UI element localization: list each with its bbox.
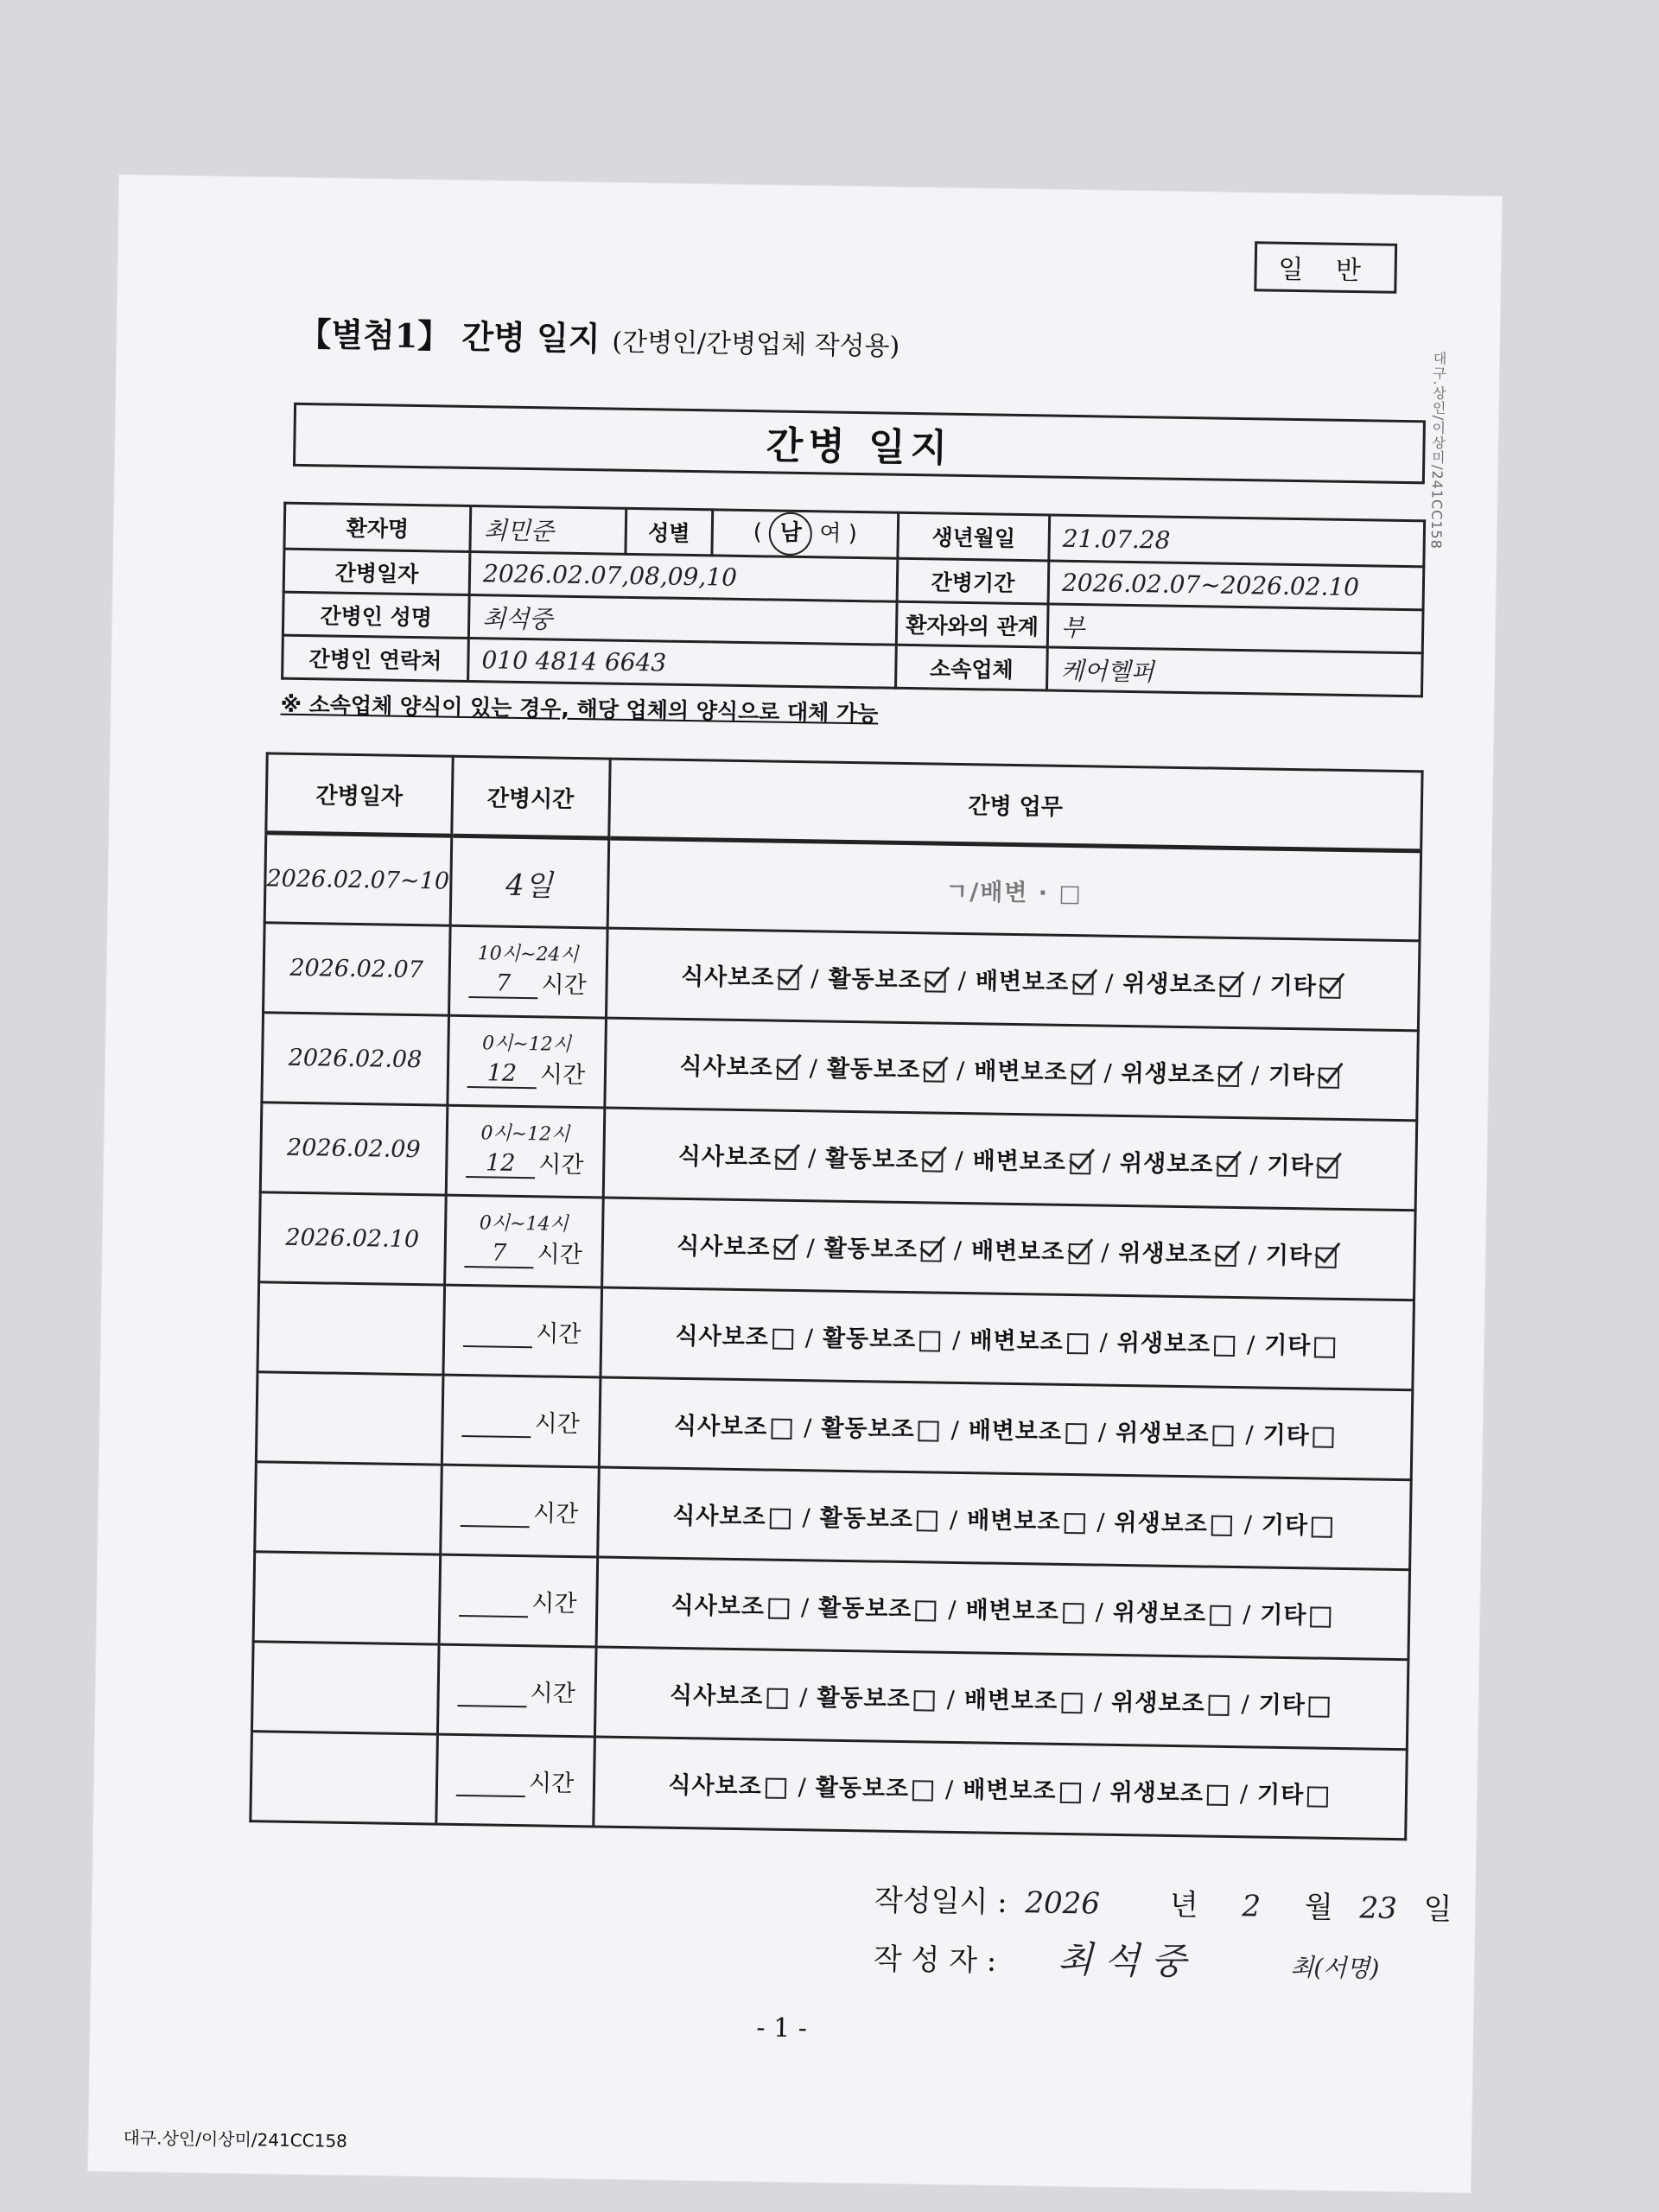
duty-checkbox[interactable] <box>775 1148 796 1169</box>
log-duties <box>597 1467 1411 1570</box>
duty-label: 위생보조 <box>1118 1239 1212 1268</box>
duty-separator: / <box>804 1325 815 1352</box>
log-hours <box>435 1734 594 1827</box>
hour-unit: 시간 <box>535 1320 582 1349</box>
duty-checkbox[interactable] <box>766 1688 787 1708</box>
duty-separator: / <box>799 1684 809 1712</box>
duty-label: 기타 <box>1260 1601 1307 1630</box>
document-title <box>298 308 900 365</box>
duty-checkbox[interactable] <box>921 1241 942 1262</box>
duty-label: 기타 <box>1267 1152 1314 1180</box>
footer-code: 대구.상인/이상미/241CC158 <box>123 2126 348 2152</box>
duty-label: 활동보조 <box>822 1325 917 1354</box>
log-duties <box>601 1198 1415 1300</box>
header-date: 간병일자 <box>266 753 453 836</box>
duty-label: 활동보조 <box>823 1235 918 1264</box>
hour-unit: 시간 <box>537 1241 583 1269</box>
duty-separator: / <box>1095 1599 1105 1626</box>
log-time-range: 10시~24시 <box>477 943 579 967</box>
summary-date: 2026.02.07~10 <box>264 833 451 925</box>
duty-checkbox[interactable] <box>1068 1243 1089 1263</box>
duty-label: 배변보조 <box>962 1777 1057 1805</box>
duty-checkbox[interactable] <box>1066 1332 1087 1353</box>
duty-separator: / <box>1252 972 1262 1000</box>
gender-female: 여 <box>819 520 842 547</box>
duty-separator: / <box>803 1414 813 1442</box>
log-hours-value: 7 <box>468 969 538 999</box>
duty-checkbox[interactable] <box>1309 1696 1330 1717</box>
duty-checkbox[interactable] <box>922 1151 943 1172</box>
duty-label: 배변보조 <box>972 1147 1067 1176</box>
caregiver-label: 간병인 성명 <box>283 592 469 638</box>
duty-label: 식사보조 <box>672 1502 766 1531</box>
hour-unit: 시간 <box>528 1770 575 1798</box>
duty-checkbox[interactable] <box>1317 1157 1338 1178</box>
patient-label: 환자명 <box>284 503 471 551</box>
care-log-table <box>249 752 1423 1840</box>
written-year: 2026 <box>1025 1885 1101 1922</box>
duty-separator: / <box>1093 1688 1103 1716</box>
patient-info-table <box>281 502 1426 698</box>
year-label: 년 <box>1169 1887 1198 1923</box>
written-day: 23 <box>1359 1891 1398 1927</box>
duty-label: 식사보조 <box>669 1681 764 1711</box>
duty-checkbox[interactable] <box>1313 1427 1334 1447</box>
duty-checkbox[interactable] <box>1210 1605 1230 1625</box>
summary-duties: ㄱ/배변 · □ <box>607 838 1421 941</box>
duty-checkbox[interactable] <box>925 971 946 992</box>
log-time-range: 0시~14시 <box>479 1212 569 1236</box>
duty-checkbox[interactable] <box>1212 1425 1233 1446</box>
duty-label: 활동보조 <box>819 1504 914 1534</box>
duty-separator: / <box>806 1235 816 1262</box>
log-hours-value <box>457 1705 526 1707</box>
duty-label: 기타 <box>1256 1781 1305 1809</box>
care-period-value: 2026.02.07~2026.02.10 <box>1048 561 1424 610</box>
log-hours <box>439 1554 598 1647</box>
log-hours <box>442 1375 601 1467</box>
duty-checkbox[interactable] <box>1207 1784 1228 1805</box>
contact-label: 간병인 연락처 <box>283 635 469 681</box>
log-hours <box>448 925 607 1018</box>
duty-separator: / <box>1245 1421 1255 1449</box>
log-hours-value <box>459 1615 528 1618</box>
duty-separator: / <box>809 1055 819 1083</box>
log-hours-value <box>463 1345 532 1348</box>
duty-label: 식사보조 <box>680 963 775 992</box>
duty-checkbox[interactable] <box>1320 977 1341 998</box>
duty-checkbox[interactable] <box>1314 1337 1335 1357</box>
duty-separator: / <box>1250 1062 1261 1090</box>
log-hours <box>447 1015 606 1108</box>
duty-label: 활동보조 <box>826 1055 921 1084</box>
log-date <box>251 1732 437 1824</box>
duty-separator: / <box>1099 1329 1109 1357</box>
caregiver-name: 최석중 <box>468 594 897 645</box>
duty-checkbox[interactable] <box>914 1690 935 1711</box>
log-date: 2026.02.08 <box>262 1013 448 1105</box>
duty-separator: / <box>1097 1419 1108 1446</box>
duty-label: 기타 <box>1261 1511 1309 1540</box>
duty-checkbox[interactable] <box>778 969 798 989</box>
author-signature: 최(서명) <box>1290 1953 1380 1983</box>
duty-checkbox[interactable] <box>772 1328 793 1349</box>
duty-label: 위생보조 <box>1109 1778 1205 1808</box>
duty-checkbox[interactable] <box>765 1777 785 1798</box>
duty-checkbox[interactable] <box>912 1780 933 1801</box>
dob-label: 생년월일 <box>898 512 1050 561</box>
duty-checkbox[interactable] <box>915 1600 936 1621</box>
form-banner: 간병 일지 <box>293 403 1426 485</box>
log-hours-value <box>456 1795 525 1797</box>
duty-separator: / <box>948 1596 957 1624</box>
gender-male-selected: 남 <box>769 512 813 556</box>
duty-label: 위생보조 <box>1116 1329 1211 1358</box>
summary-hours: 4일 <box>450 836 609 928</box>
duty-separator: / <box>949 1506 959 1535</box>
document-title-text: 【별첨1】 간병 일지 <box>298 314 601 359</box>
hour-unit: 시간 <box>532 1500 579 1529</box>
form-note: ※ 소속업체 양식이 있는 경우, 해당 업체의 양식으로 대체 가능 <box>280 691 879 727</box>
duty-label: 배변보조 <box>970 1237 1065 1266</box>
duty-label: 위생보조 <box>1121 1059 1216 1089</box>
author-label: 작 성 자 : <box>873 1942 997 1979</box>
duty-separator: / <box>1096 1509 1106 1536</box>
written-date-label: 작성일시 : <box>874 1883 1007 1920</box>
duty-checkbox[interactable] <box>773 1238 794 1259</box>
duty-checkbox[interactable] <box>1217 1155 1237 1176</box>
duty-checkbox[interactable] <box>1216 1245 1236 1266</box>
log-duties <box>599 1377 1413 1480</box>
gender-options: ( 남 여 ) <box>712 510 899 558</box>
duty-checkbox[interactable] <box>1316 1247 1337 1268</box>
log-date <box>255 1462 442 1554</box>
hour-unit: 시간 <box>534 1410 580 1439</box>
duty-label: 식사보조 <box>677 1142 772 1172</box>
duty-checkbox[interactable] <box>1307 1786 1328 1807</box>
duty-label: 배변보조 <box>966 1507 1061 1535</box>
log-time-range: 0시~12시 <box>480 1122 570 1146</box>
duty-separator: / <box>950 1416 960 1445</box>
duty-checkbox[interactable] <box>1072 974 1093 995</box>
duty-checkbox[interactable] <box>1065 1422 1086 1443</box>
duty-separator: / <box>1102 1149 1112 1177</box>
duty-separator: / <box>1103 1059 1113 1087</box>
log-time-range: 0시~12시 <box>481 1033 572 1056</box>
hour-unit: 시간 <box>538 1151 584 1179</box>
duty-separator: / <box>798 1774 808 1802</box>
log-duties <box>601 1287 1414 1390</box>
log-row <box>251 1732 1407 1840</box>
duty-checkbox[interactable] <box>777 1058 798 1079</box>
duty-checkbox[interactable] <box>1211 1515 1232 1535</box>
care-dates-label: 간병일자 <box>283 549 470 594</box>
log-duties <box>604 1018 1418 1121</box>
agency-label: 소속업체 <box>896 645 1048 690</box>
agency-value: 케어헬퍼 <box>1047 647 1423 696</box>
log-date: 2026.02.07 <box>264 923 450 1015</box>
duty-checkbox[interactable] <box>1214 1335 1235 1356</box>
duty-label: 배변보조 <box>968 1417 1063 1446</box>
patient-name: 최민준 <box>470 506 626 555</box>
hour-unit: 시간 <box>530 1680 576 1708</box>
duty-label: 위생보조 <box>1111 1688 1205 1718</box>
duty-separator: / <box>957 967 968 995</box>
duty-separator: / <box>1092 1778 1102 1806</box>
log-hours-value: 12 <box>467 1059 537 1089</box>
duty-label: 식사보조 <box>675 1322 770 1351</box>
gender-label: 성별 <box>626 508 713 556</box>
duty-label: 기타 <box>1258 1691 1306 1719</box>
duty-checkbox[interactable] <box>771 1418 791 1439</box>
duty-label: 배변보조 <box>974 1058 1068 1086</box>
page-number: - 1 - <box>756 2012 808 2044</box>
side-code: 대구.상인/이상미/241CC158 <box>1427 351 1448 550</box>
duty-separator: / <box>952 1326 962 1355</box>
duty-checkbox[interactable] <box>1061 1692 1082 1713</box>
duty-separator: / <box>1101 1239 1110 1267</box>
duty-checkbox[interactable] <box>917 1510 938 1531</box>
duty-separator: / <box>1242 1601 1252 1629</box>
log-hours <box>443 1285 602 1377</box>
duty-checkbox[interactable] <box>1218 1065 1239 1086</box>
log-duties <box>606 928 1420 1031</box>
log-hours-value <box>461 1435 531 1438</box>
log-date <box>256 1372 442 1465</box>
duty-separator: / <box>1249 1152 1259 1179</box>
care-dates-value: 2026.02.07,08,09,10 <box>469 552 898 602</box>
log-hours-value <box>461 1525 530 1528</box>
duty-separator: / <box>956 1057 966 1085</box>
duty-label: 활동보조 <box>824 1145 919 1174</box>
log-duties <box>593 1737 1407 1840</box>
duty-label: 활동보조 <box>815 1774 910 1803</box>
log-date <box>257 1282 444 1375</box>
duty-separator: / <box>1248 1242 1258 1269</box>
duty-label: 위생보조 <box>1112 1599 1207 1628</box>
duty-checkbox[interactable] <box>1319 1067 1339 1088</box>
header-hours: 간병시간 <box>451 756 609 838</box>
header-duties: 간병 업무 <box>608 759 1422 851</box>
duty-label: 식사보조 <box>671 1592 766 1621</box>
duty-checkbox[interactable] <box>918 1421 938 1441</box>
hour-unit: 시간 <box>531 1590 577 1618</box>
author-name: 최 석 중 <box>1057 1937 1186 1983</box>
relation-label: 환자와의 관계 <box>896 601 1048 647</box>
duty-label: 위생보조 <box>1119 1149 1214 1179</box>
duty-label: 활동보조 <box>817 1594 912 1624</box>
care-period-label: 간병기간 <box>897 558 1049 604</box>
duty-separator: / <box>953 1236 963 1265</box>
log-date: 2026.02.09 <box>260 1103 447 1195</box>
log-date <box>251 1642 438 1734</box>
duty-label: 식사보조 <box>668 1771 762 1801</box>
duty-separator: / <box>1239 1781 1249 1808</box>
category-badge: 일 반 <box>1254 241 1397 294</box>
duty-checkbox[interactable] <box>1063 1602 1084 1623</box>
log-duties <box>594 1647 1408 1750</box>
duty-separator: / <box>800 1594 810 1622</box>
duty-checkbox[interactable] <box>1208 1694 1229 1715</box>
log-hours-value: 7 <box>464 1239 534 1268</box>
duty-separator: / <box>807 1145 817 1173</box>
duty-label: 활동보조 <box>821 1414 915 1444</box>
duty-separator: / <box>955 1147 964 1175</box>
duty-separator: / <box>944 1776 955 1803</box>
log-hours-value: 12 <box>466 1149 536 1179</box>
duty-checkbox[interactable] <box>1310 1606 1331 1627</box>
duty-label: 기타 <box>1262 1421 1310 1450</box>
duty-label: 기타 <box>1268 1062 1316 1090</box>
duty-separator: / <box>1243 1511 1254 1539</box>
contact-value: 010 4814 6643 <box>468 638 897 688</box>
duty-label: 식사보조 <box>679 1052 773 1082</box>
document-subtitle: (간병인/간병업체 작성용) <box>612 327 900 362</box>
duty-label: 위생보조 <box>1114 1509 1209 1538</box>
day-label: 일 <box>1423 1891 1452 1928</box>
duty-separator: / <box>1246 1332 1256 1359</box>
dob-value: 21.07.28 <box>1049 515 1425 567</box>
duty-label: 배변보조 <box>975 968 1070 996</box>
log-hours <box>437 1644 596 1737</box>
duty-checkbox[interactable] <box>768 1598 789 1618</box>
duty-label: 배변보조 <box>963 1687 1058 1715</box>
log-date: 2026.02.10 <box>259 1192 446 1285</box>
duty-checkbox[interactable] <box>1071 1064 1091 1084</box>
duty-checkbox[interactable] <box>1219 976 1240 996</box>
duty-label: 활동보조 <box>817 1684 911 1713</box>
duty-checkbox[interactable] <box>1059 1782 1080 1802</box>
duty-checkbox[interactable] <box>924 1061 944 1082</box>
log-hours <box>444 1195 603 1287</box>
hour-unit: 시간 <box>539 1061 586 1090</box>
document-page <box>88 175 1502 2193</box>
duty-label: 기타 <box>1265 1242 1313 1270</box>
relation-value: 부 <box>1047 604 1423 653</box>
duty-label: 기타 <box>1263 1332 1312 1360</box>
duty-separator: / <box>1104 969 1115 997</box>
log-hours <box>440 1465 599 1557</box>
written-month: 2 <box>1242 1889 1262 1924</box>
duty-separator: / <box>810 965 820 993</box>
duty-checkbox[interactable] <box>1312 1516 1332 1537</box>
duty-label: 활동보조 <box>828 965 923 995</box>
duty-checkbox[interactable] <box>769 1508 790 1529</box>
duty-checkbox[interactable] <box>919 1331 940 1351</box>
duty-checkbox[interactable] <box>1070 1153 1090 1173</box>
duty-separator: / <box>1241 1691 1250 1719</box>
duty-label: 식사보조 <box>676 1232 771 1262</box>
duty-label: 기타 <box>1269 972 1318 1001</box>
log-duties <box>596 1557 1410 1660</box>
month-label: 월 <box>1304 1890 1334 1925</box>
duty-label: 배변보조 <box>965 1597 1060 1625</box>
duty-label: 식사보조 <box>673 1412 768 1441</box>
duty-label: 위생보조 <box>1115 1419 1210 1448</box>
duty-separator: / <box>802 1504 811 1532</box>
author-line <box>874 1929 1380 1988</box>
log-hours <box>446 1105 605 1198</box>
written-date-line <box>874 1877 1452 1928</box>
duty-checkbox[interactable] <box>1064 1512 1084 1533</box>
log-date <box>253 1552 440 1644</box>
hour-unit: 시간 <box>541 971 587 1000</box>
duty-label: 위생보조 <box>1122 969 1217 999</box>
log-duties <box>603 1108 1417 1211</box>
duty-separator: / <box>946 1686 957 1713</box>
duty-label: 배변보조 <box>969 1327 1064 1356</box>
